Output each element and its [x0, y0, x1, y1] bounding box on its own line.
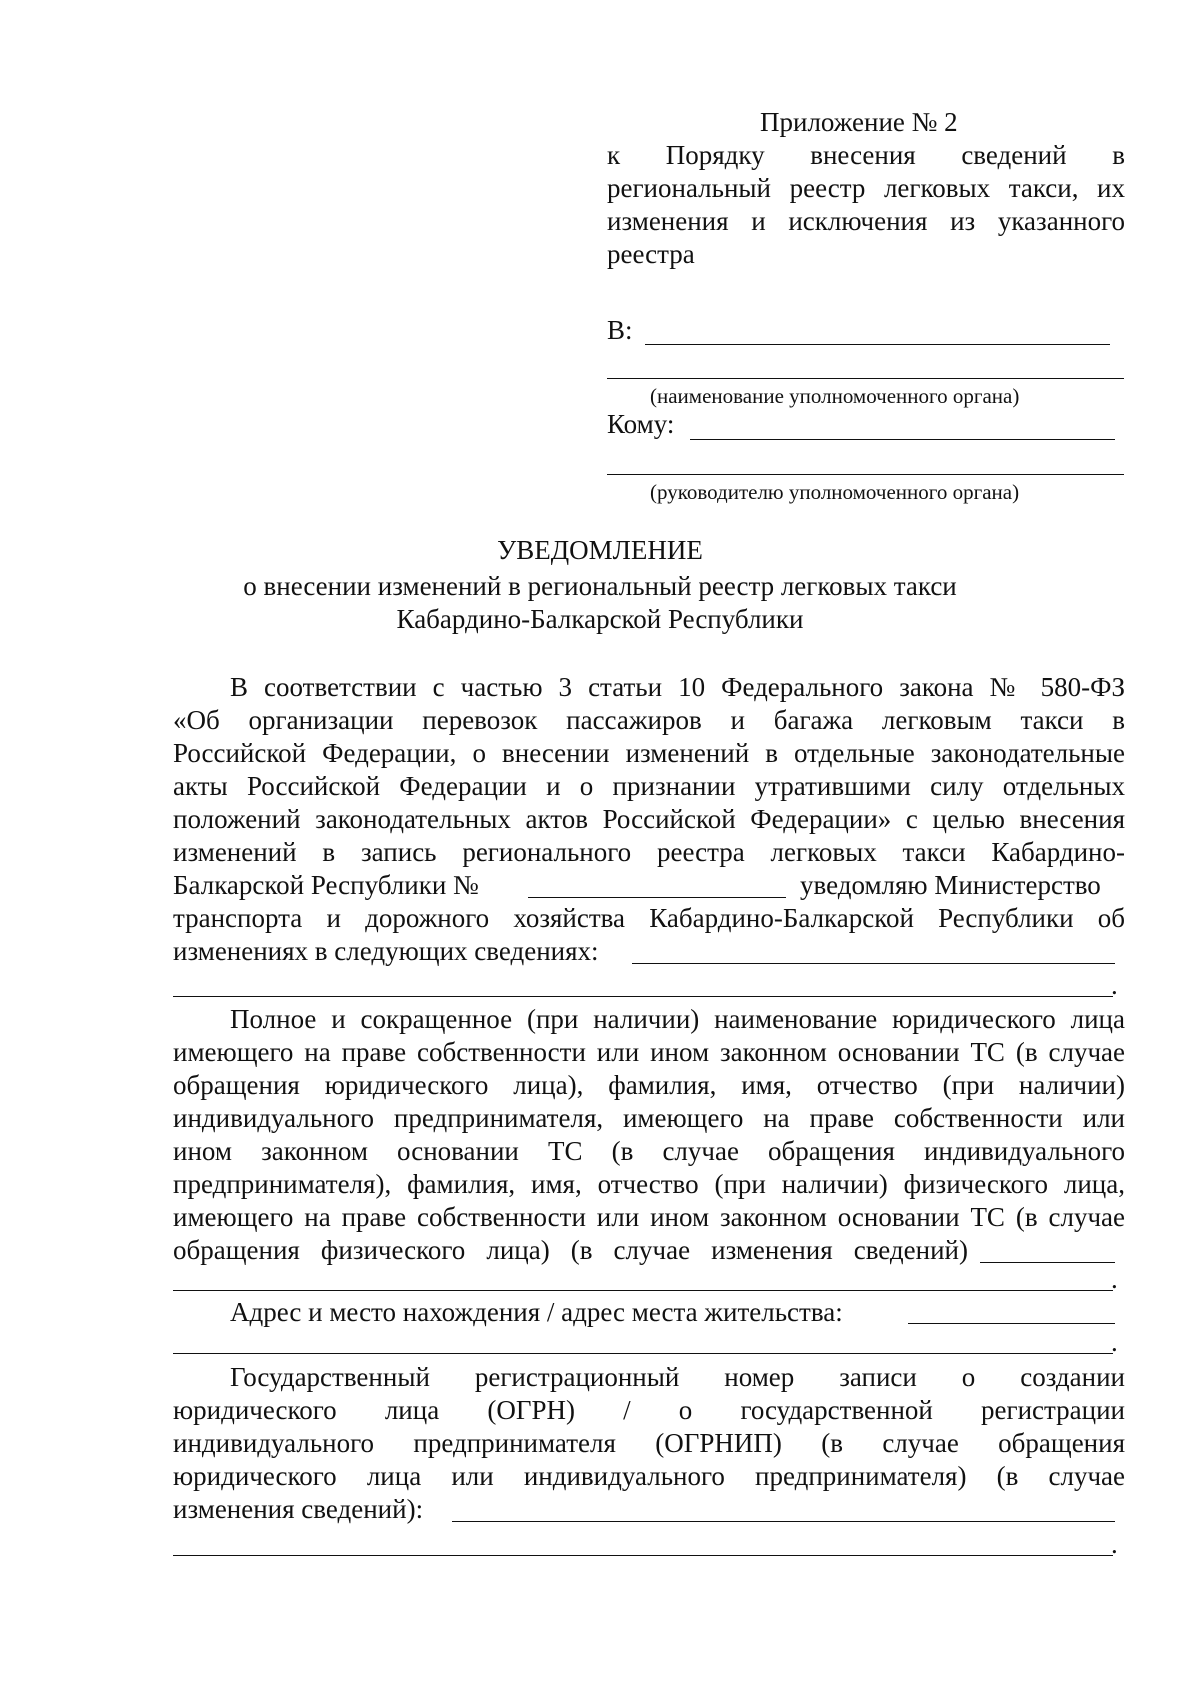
address-field[interactable] — [908, 1323, 1115, 1324]
para2-line-8: обращения физического лица) (в случае изменения сведений) — [173, 1235, 968, 1265]
para4-line-2: юридического лица (ОГРН) / о государственной регистрации — [173, 1395, 1125, 1425]
end-dot: . — [1111, 970, 1118, 1000]
to-field-line[interactable] — [645, 344, 1110, 345]
para1-line-2: «Об организации перевозок пассажиров и багажа легковым такси в — [173, 705, 1125, 735]
appendix-to-line-1 — [607, 139, 1125, 172]
registry-number-field[interactable] — [528, 897, 786, 898]
para3-line-1: Адрес и место нахождения / адрес места жительства: — [230, 1297, 843, 1327]
para4-line-1: Государственный регистрационный номер записи о создании — [230, 1362, 1125, 1392]
address-field-2[interactable] — [173, 1353, 1113, 1354]
document-subtitle-1: о внесении изменений в региональный реестр легковых такси — [243, 571, 957, 601]
para2-line-4: индивидуального предпринимателя, имеющего на праве собственности или — [173, 1103, 1125, 1133]
word: в — [1112, 140, 1125, 170]
para1-line-1: В соответствии с частью 3 статьи 10 Федерального закона № 580-ФЗ — [230, 672, 1125, 702]
whom-field-line-2[interactable] — [607, 474, 1124, 475]
end-dot: . — [1111, 1327, 1118, 1357]
ogrn-field-2[interactable] — [173, 1555, 1113, 1556]
para4-line-5: изменения сведений): — [173, 1494, 424, 1524]
end-dot: . — [1111, 1529, 1118, 1559]
para1-line-7b: уведомляю Министерство — [800, 870, 1101, 900]
para1-line-6: изменений в запись регионального реестра легковых такси Кабардино- — [173, 837, 1125, 867]
para4-line-3: индивидуального предпринимателя (ОГРНИП) (в случае обращения — [173, 1428, 1125, 1458]
changes-field[interactable] — [632, 963, 1115, 964]
owner-name-field[interactable] — [980, 1262, 1115, 1263]
para1-line-8: транспорта и дорожного хозяйства Кабардино-Балкарской Республики об — [173, 903, 1125, 933]
end-dot: . — [1111, 1264, 1118, 1294]
appendix-number: Приложение № 2 — [760, 107, 958, 137]
appendix-to-line-4: реестра — [607, 239, 695, 269]
para1-line-5: положений законодательных актов Российской Федерации» с целью внесения — [173, 804, 1125, 834]
appendix-to-line-2: региональный реестр легковых такси, их — [607, 173, 1125, 203]
para2-line-7: имеющего на праве собственности или ином законном основании ТС (в случае — [173, 1202, 1125, 1232]
owner-name-field-2[interactable] — [173, 1290, 1113, 1291]
para2-line-1: Полное и сокращенное (при наличии) наименование юридического лица — [230, 1004, 1125, 1034]
to-caption: (наименование уполномоченного органа) — [650, 384, 1020, 408]
whom-caption: (руководителю уполномоченного органа) — [650, 480, 1020, 504]
para1-line-9: изменениях в следующих сведениях: — [173, 936, 599, 966]
ogrn-field[interactable] — [452, 1521, 1115, 1522]
para2-line-6: предпринимателя), фамилия, имя, отчество (при наличии) физического лица, — [173, 1169, 1125, 1199]
para2-line-3: обращения юридического лица), фамилия, имя, отчество (при наличии) — [173, 1070, 1125, 1100]
changes-field-2[interactable] — [173, 996, 1113, 997]
document-title: УВЕДОМЛЕНИЕ — [497, 535, 703, 565]
para1-line-4: акты Российской Федерации и о признании утратившими силу отдельных — [173, 771, 1125, 801]
para1-line-3: Российской Федерации, о внесении изменений в отдельные законодательные — [173, 738, 1125, 768]
to-label: В: — [607, 315, 633, 345]
word: Порядку — [665, 140, 765, 170]
appendix-to-line-3: изменения и исключения из указанного — [607, 206, 1125, 236]
document-subtitle-2: Кабардино-Балкарской Республики — [396, 604, 804, 634]
to-field-line-2[interactable] — [607, 378, 1124, 379]
para4-line-4: юридического лица или индивидуального предпринимателя) (в случае — [173, 1461, 1125, 1491]
word: к — [607, 140, 621, 170]
para1-line-7a: Балкарской Республики № — [173, 870, 479, 900]
word: сведений — [961, 140, 1067, 170]
para2-line-5: ином законном основании ТС (в случае обращения индивидуального — [173, 1136, 1125, 1166]
word: внесения — [810, 140, 916, 170]
para2-line-2: имеющего на праве собственности или ином законном основании ТС (в случае — [173, 1037, 1125, 1067]
whom-label: Кому: — [607, 409, 675, 439]
whom-field-line[interactable] — [690, 439, 1115, 440]
